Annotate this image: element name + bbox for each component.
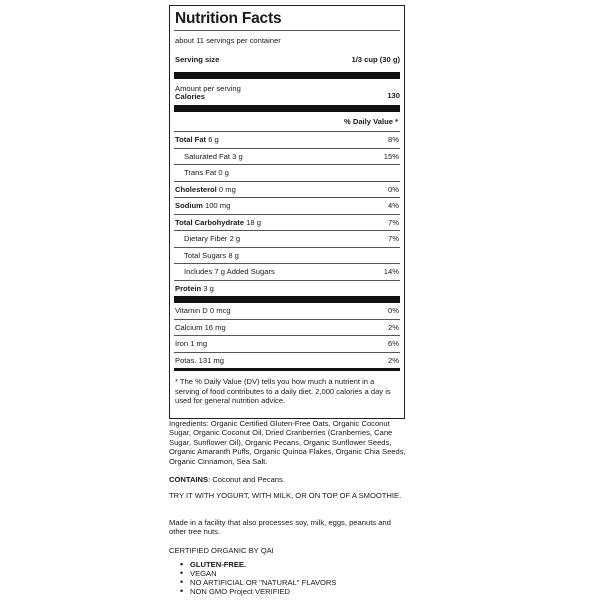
nutrient-name: Sodium (175, 201, 203, 211)
label-title: Nutrition Facts (175, 10, 282, 27)
vitamin-amount: 1 mg (190, 339, 208, 349)
vitamin-dv: 2% (388, 322, 399, 332)
nutrient-amount: 6 g (208, 135, 219, 145)
nutrient-name: Protein (175, 283, 202, 293)
nutrient-row-saturated-fat (174, 149, 400, 165)
servings-per-container: about 11 servings per container (175, 35, 281, 45)
nutrient-row-trans-fat (174, 165, 400, 181)
contains-label: CONTAINS (169, 475, 209, 484)
ingredients-text: Ingredients: Organic Certified Gluten-Free Oats, Organic Coconut Sugar, Organic Coconut Oil, Dried Cranberries (Cranberries, Cane Sugar, Sunflower Oil), Organic Pecans, Organic Sunflower Seeds, Organic Amaranth Puffs, Organic Quinoa Flakes, Organic Chia Seeds, Organic Cinnamon, Sea Salt. (169, 419, 406, 466)
vitamin-dv: 0% (388, 306, 399, 316)
vitamin-dv: 6% (388, 339, 399, 349)
serving-size-value: 1/3 cup (30 g) (351, 55, 400, 65)
serving-size-row (174, 50, 400, 72)
vitamin-amount: 16 mg (204, 322, 226, 332)
list-item: • VEGAN (180, 569, 400, 578)
nutrient-amount: 3 g (203, 283, 214, 293)
nutrient-row-total-sugars (174, 248, 400, 264)
nutrient-row-cholesterol (174, 182, 400, 198)
daily-value-footnote: * The % Daily Value (DV) tells you how much a nutrient in a serving of food contributes to a daily diet. 2,000 calories a day is used for general nutrition advice. (175, 377, 391, 406)
vitamin-name: Vitamin D (175, 306, 208, 316)
nutrient-amount: 18 g (246, 217, 261, 227)
nutrient-dv: 14% (383, 267, 399, 277)
product-claims-list (180, 560, 400, 596)
nutrient-name: Trans Fat (184, 168, 217, 178)
vitamin-name: Potas. (175, 355, 197, 365)
nutrient-name: Total Sugars (184, 250, 227, 260)
nutrient-row-added-sugars (174, 264, 400, 280)
nutrient-amount: 2 g (229, 234, 241, 244)
vitamin-name: Iron (175, 339, 189, 349)
amount-per-serving: Amount per serving (175, 83, 241, 93)
nutrient-dv: 0% (388, 184, 399, 194)
vitamin-row-calcium (174, 320, 400, 336)
nutrient-amount: 3 g (232, 151, 243, 161)
list-item: • NON GMO Project VERIFIED (180, 587, 400, 596)
organic-certification: CERTIFIED ORGANIC BY QAI (169, 546, 274, 555)
nutrition-facts-label (169, 5, 405, 419)
vitamin-dv: 2% (388, 355, 399, 365)
vitamin-amount: 131 mg (198, 355, 224, 365)
list-item: • GLUTEN-FREE. (180, 560, 400, 569)
nutrient-dv: 15% (383, 151, 399, 161)
calories-label: Calories (175, 92, 205, 102)
nutrient-row-sodium (174, 198, 400, 214)
vitamin-row-iron (174, 336, 400, 352)
contains-text: : Coconut and Pecans. (208, 475, 285, 484)
vitamin-name: Calcium (175, 322, 203, 332)
serving-suggestion: TRY IT WITH YOGURT, WITH MILK, OR ON TOP OF A SMOOTHIE. (169, 491, 402, 500)
nutrient-dv: 4% (388, 201, 399, 211)
nutrient-amount: 8 g (228, 250, 239, 260)
list-item: • NO ARTIFICIAL OR "NATURAL" FLAVORS (180, 578, 400, 587)
nutrient-dv: 8% (388, 135, 399, 145)
calories-row (174, 93, 400, 105)
facility-statement: Made in a facility that also processes soy, milk, eggs, peanuts and other tree nuts. (169, 518, 391, 537)
serving-size-label: Serving size (175, 55, 220, 65)
nutrient-amount: 100 mg (204, 201, 231, 211)
nutrient-name: Saturated Fat (184, 151, 231, 161)
nutrient-row-total-fat (174, 132, 400, 148)
nutrient-row-total-carbohydrate (174, 215, 400, 231)
calories-value: 130 (387, 91, 400, 101)
nutrient-name: Total Carbohydrate (175, 217, 245, 227)
contains-line (169, 475, 411, 484)
daily-value-header: % Daily Value * (343, 116, 398, 126)
nutrient-name: Cholesterol (175, 184, 217, 194)
nutrient-name: Dietary Fiber (184, 234, 228, 244)
vitamin-row-vitamin-d (174, 303, 400, 319)
nutrient-row-protein (174, 281, 400, 297)
nutrient-amount: 0 mg (218, 184, 236, 194)
nutrient-dv: 7% (388, 217, 399, 227)
vitamin-row-potassium (174, 353, 400, 369)
nutrient-name: Total Fat (175, 135, 207, 145)
nutrient-row-dietary-fiber (174, 231, 400, 247)
nutrient-name: Includes 7 g Added Sugars (184, 267, 275, 277)
nutrient-amount: 0 g (218, 168, 229, 178)
nutrient-dv: 7% (388, 234, 399, 244)
vitamin-amount: 0 mcg (209, 306, 231, 316)
